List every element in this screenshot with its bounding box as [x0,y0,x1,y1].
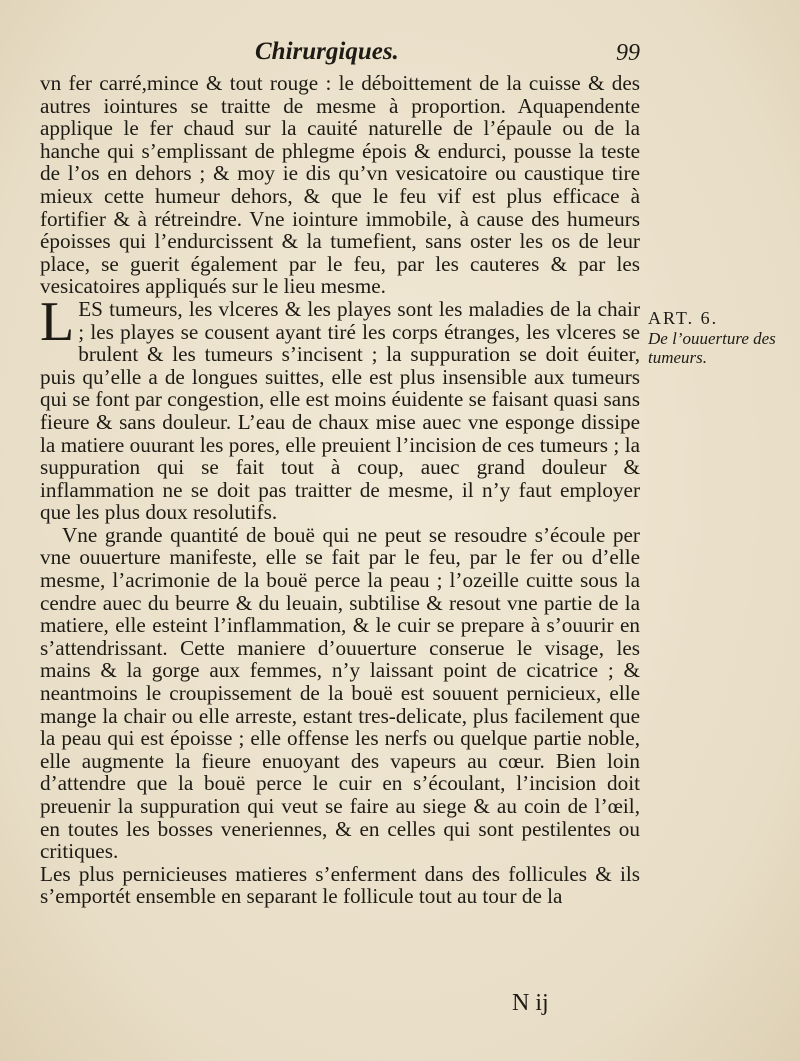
running-head: Chirurgiques. [255,38,399,65]
article-label: ART. 6. [648,308,719,328]
paragraph-4: Les plus pernicieuses matieres s’enferment dans des follicules & ils s’emportét ensemble en separant le follicule tout au tour de la [40,861,640,909]
margin-note [648,308,798,367]
paragraph-3: Vne grande quantité de bouë qui ne peut se resoudre s’écoule per vne ouuerture manifeste, elle se fait par le feu, par le fer ou d’elle mesme, l’acrimonie de la bouë perce la peau ; l’ozeille cuitte sous la cendre auec du beurre & du leuain, subtilise & resout vne partie de la matiere, elle esteint l’inflammation, & le cuir se prepare à s’ouurir en s’attendrissant. Cette maniere d’ouuerture conserue le visage, les mains & la gorge aux femmes, n’y laissant point de cicatrice ; & neantmoins le croupissement de la bouë est souuent pernicieux, elle mange la chair ou elle arreste, estant tres-delicate, plus facilement que la peau qui est époisse ; elle offense les nerfs ou quelque partie noble, elle augmente la fieure enuoyant des vapeurs au cœur. Bien loin d’attendre que la bouë perce le cuir en s’écoulant, l’incision doit preuenir la suppuration qui veut se faire au siege & au coin de l’œil, en toutes les bosses veneriennes, & en celles qui sont pestilentes ou critiques. [40,522,640,864]
signature-mark: N ij [512,990,549,1016]
body-text [40,72,640,908]
article-title: De l’ouuerture des tumeurs. [648,329,776,367]
paragraph-2: LES tumeurs, les vlceres & les playes sont les maladies de la chair ; les playes se cousent ayant tiré les corps étranges, les vlceres se brulent & les tumeurs s’incisent ; la suppuration se doit éuiter, puis qu’elle a de longues suittes, elle est plus insensible aux tumeurs qui se font par congestion, elle est moins éuidente se faisant quasi sans fieure & sans douleur. L’eau de chaux mise auec vne esponge dissipe la matiere ouurant les pores, elle preuient l’incision de ces tumeurs ; la suppuration qui se fait tout à coup, auec grand douleur & inflammation ne se doit pas traitter de mesme, il n’y faut employer que les plus doux resolutifs. [40,290,640,525]
page-number: 99 [616,40,640,66]
page-header [40,38,640,70]
paragraph-1: vn fer carré,mince & tout rouge : le déboittement de la cuisse & des autres iointures se traitte de mesme à proportion. Aquapendente applique le fer chaud sur la cauité naturelle de l’épaule ou de la hanche qui s’emplissant de phlegme épois & endurci, pousse la teste de l’os en dehors ; & moy ie dis qu’vn vesicatoire ou caustique tire mieux cette humeur dehors, & que le feu vif est plus efficace à fortifier & à rétreindre. Vne iointure immobile, à cause des humeurs époisses qui l’endurcissent & la tumefient, sans oster les os de leur place, se guerit également par le feu, par les cauteres & par les vesicatoires appliqués sur le lieu mesme. [40,71,640,299]
